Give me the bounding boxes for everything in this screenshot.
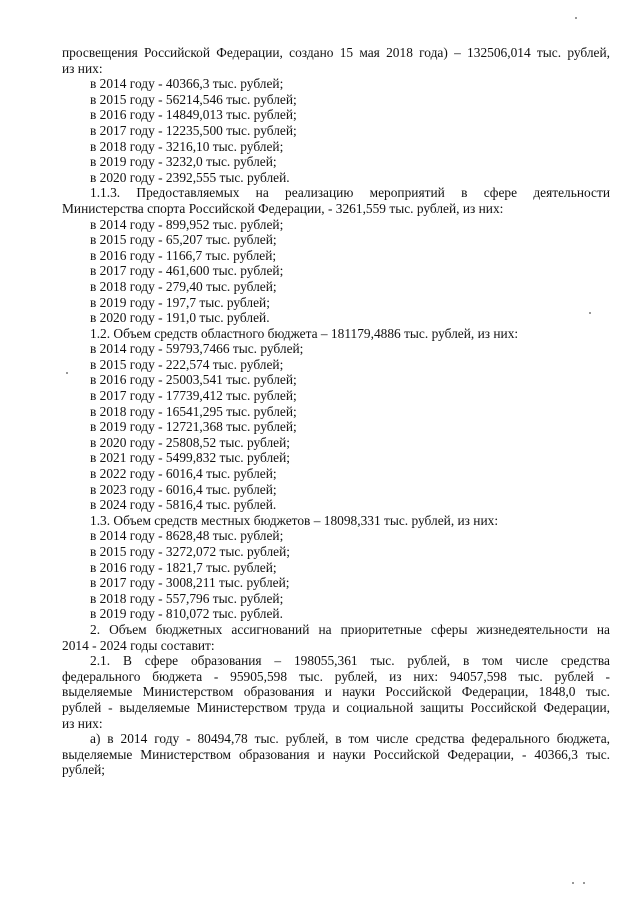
text-line: в 2014 году - 8628,48 тыс. рублей; [90, 528, 284, 544]
text-line: 2. Объем бюджетных ассигнований на приоритетные сферы жизнедеятельности на [90, 621, 610, 637]
text-line: из них: [62, 715, 103, 731]
text-line: в 2018 году - 3216,10 тыс. рублей; [90, 138, 284, 154]
text-line: в 2017 году - 12235,500 тыс. рублей; [90, 122, 297, 138]
text-line: в 2016 году - 1821,7 тыс. рублей; [90, 559, 277, 575]
scan-speck [589, 312, 591, 314]
document-body [62, 45, 610, 778]
text-line: в 2020 году - 191,0 тыс. рублей. [90, 310, 270, 326]
scan-speck [66, 372, 68, 374]
text-line: в 2019 году - 12721,368 тыс. рублей; [90, 419, 297, 435]
text-line: 1.2. Объем средств областного бюджета – 181179,4886 тыс. рублей, из них: [90, 325, 519, 341]
text-line: просвещения Российской Федерации, создано 15 мая 2018 года) – 132506,014 тыс. рублей, [62, 45, 610, 60]
text-line: в 2015 году - 3272,072 тыс. рублей; [90, 544, 291, 559]
text-line: в 2019 году - 197,7 тыс. рублей; [90, 294, 270, 310]
text-line: Министерства спорта Российской Федерации, - 3261,559 тыс. рублей, из них: [62, 200, 504, 216]
text-line: в 2023 году - 6016,4 тыс. рублей; [90, 481, 277, 497]
text-line: в 2015 году - 56214,546 тыс. рублей; [90, 91, 297, 107]
text-line: в 2022 году - 6016,4 тыс. рублей; [90, 466, 277, 482]
text-line: в 2019 году - 3232,0 тыс. рублей; [90, 154, 277, 170]
text-line: в 2017 году - 3008,211 тыс. рублей; [90, 575, 290, 591]
text-line: 2014 - 2024 годы составит: [62, 637, 215, 653]
text-line: в 2019 году - 810,072 тыс. рублей. [90, 606, 283, 622]
text-line: в 2015 году - 222,574 тыс. рублей; [90, 356, 284, 372]
text-line: в 2024 году - 5816,4 тыс. рублей. [90, 497, 277, 513]
text-line: в 2017 году - 461,600 тыс. рублей; [90, 263, 284, 279]
text-line: рублей; [62, 762, 106, 778]
text-line: 2.1. В сфере образования – 198055,361 тыс. рублей, в том числе средства [90, 653, 610, 669]
text-line: выделяемые Министерством образования и науки Российской Федерации, 1848,0 тыс. [62, 684, 610, 700]
text-line: в 2015 году - 65,207 тыс. рублей; [90, 232, 277, 248]
text-line: в 2017 году - 17739,412 тыс. рублей; [90, 388, 297, 404]
scan-speck [583, 882, 585, 884]
text-line: 1.1.3. Предоставляемых на реализацию мероприятий в сфере деятельности [90, 185, 610, 201]
scan-speck [572, 882, 574, 884]
text-line: в 2016 году - 25003,541 тыс. рублей; [90, 372, 297, 388]
text-line: федерального бюджета - 95905,598 тыс. рублей, из них: 94057,598 тыс. рублей - [62, 668, 610, 684]
text-line: в 2018 году - 16541,295 тыс. рублей; [90, 403, 297, 419]
text-line: в 2020 году - 25808,52 тыс. рублей; [90, 434, 291, 450]
text-line: в 2014 году - 59793,7466 тыс. рублей; [90, 341, 304, 357]
text-line: из них: [62, 60, 103, 76]
text-line: 1.3. Объем средств местных бюджетов – 18098,331 тыс. рублей, из них: [90, 512, 499, 528]
text-line: в 2018 году - 557,796 тыс. рублей; [90, 590, 284, 606]
text-line: в 2021 году - 5499,832 тыс. рублей; [90, 450, 291, 466]
text-line: в 2020 году - 2392,555 тыс. рублей. [90, 169, 290, 185]
text-line: в 2014 году - 899,952 тыс. рублей; [90, 216, 284, 232]
scan-speck [575, 17, 577, 19]
text-line: выделяемые Министерством образования и науки Российской Федерации, - 40366,3 тыс. [62, 746, 610, 762]
text-line: в 2018 году - 279,40 тыс. рублей; [90, 278, 277, 294]
text-line: а) в 2014 году - 80494,78 тыс. рублей, в том числе средства федерального бюджета, [90, 731, 610, 747]
text-line: в 2016 году - 1166,7 тыс. рублей; [90, 247, 277, 263]
text-line: в 2016 году - 14849,013 тыс. рублей; [90, 107, 297, 123]
text-line: рублей - выделяемые Министерством труда и социальной защиты Российской Федерации, [62, 699, 610, 715]
text-line: в 2014 году - 40366,3 тыс. рублей; [90, 76, 284, 92]
